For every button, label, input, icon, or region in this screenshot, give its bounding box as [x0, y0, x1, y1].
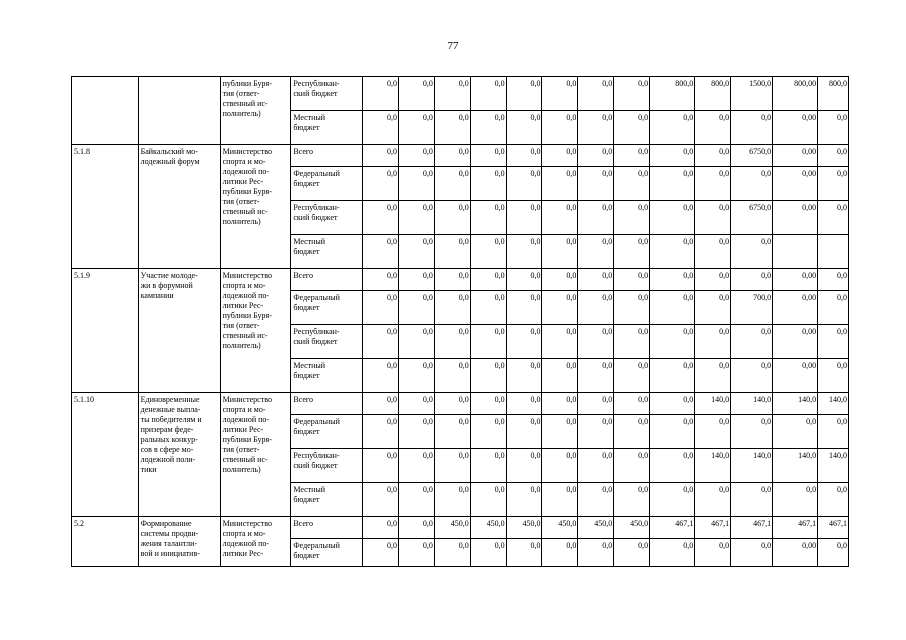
value-cell: 0,0 — [614, 201, 650, 235]
value-cell: 0,0 — [614, 415, 650, 449]
item-name: Формирование системы продви- жения талантли- вой и инициатив- — [138, 517, 220, 567]
value-cell: 0,0 — [470, 483, 506, 517]
value-cell: 0,0 — [363, 235, 399, 269]
value-cell — [773, 235, 818, 269]
value-cell: 0,0 — [506, 325, 542, 359]
value-cell: 0,0 — [731, 111, 773, 145]
value-cell: 800,0 — [695, 77, 731, 111]
value-cell: 0,0 — [650, 449, 695, 483]
value-cell: 0,0 — [398, 291, 434, 325]
value-cell: 0,0 — [506, 235, 542, 269]
value-cell: 0,0 — [470, 235, 506, 269]
value-cell: 0,0 — [578, 235, 614, 269]
value-cell: 0,0 — [470, 325, 506, 359]
value-cell: 0,0 — [506, 291, 542, 325]
value-cell: 0,0 — [434, 483, 470, 517]
value-cell: 0,0 — [398, 325, 434, 359]
value-cell: 800,0 — [818, 77, 849, 111]
value-cell: 140,0 — [731, 393, 773, 415]
value-cell: 0,0 — [695, 415, 731, 449]
value-cell: 0,0 — [434, 325, 470, 359]
table-row — [72, 269, 849, 291]
value-cell: 0,0 — [506, 77, 542, 111]
value-cell: 0,0 — [818, 201, 849, 235]
value-cell: 0,0 — [542, 449, 578, 483]
funding-source: Всего — [291, 145, 363, 167]
value-cell: 0,0 — [398, 167, 434, 201]
value-cell: 450,0 — [470, 517, 506, 539]
value-cell: 0,0 — [470, 415, 506, 449]
value-cell: 0,00 — [773, 539, 818, 567]
value-cell: 0,0 — [695, 269, 731, 291]
value-cell: 0,0 — [695, 111, 731, 145]
value-cell: 140,0 — [818, 393, 849, 415]
item-code: 5.2 — [72, 517, 139, 567]
value-cell: 467,1 — [650, 517, 695, 539]
value-cell: 0,0 — [614, 325, 650, 359]
value-cell: 0,0 — [614, 145, 650, 167]
item-name: Участие молоде- жи в форумной кампании — [138, 269, 220, 393]
value-cell: 0,0 — [650, 145, 695, 167]
value-cell: 0,0 — [434, 235, 470, 269]
value-cell: 0,0 — [363, 111, 399, 145]
value-cell: 0,0 — [398, 235, 434, 269]
value-cell: 0,0 — [398, 77, 434, 111]
value-cell: 0,0 — [398, 201, 434, 235]
value-cell: 450,0 — [578, 517, 614, 539]
funding-source: Республикан- ский бюджет — [291, 77, 363, 111]
value-cell: 0,0 — [578, 291, 614, 325]
value-cell: 0,0 — [614, 235, 650, 269]
funding-source: Всего — [291, 517, 363, 539]
value-cell: 0,0 — [695, 483, 731, 517]
value-cell — [818, 235, 849, 269]
value-cell: 0,0 — [578, 415, 614, 449]
value-cell: 140,0 — [818, 449, 849, 483]
value-cell: 0,0 — [363, 269, 399, 291]
responsible-executor: Министерство спорта и мо- лодежной по- литики Рес- публики Буря- тия (ответ- ственный ис- полнитель) — [220, 393, 291, 517]
value-cell: 0,0 — [363, 483, 399, 517]
value-cell: 0,0 — [614, 359, 650, 393]
value-cell: 0,0 — [818, 111, 849, 145]
value-cell: 0,0 — [818, 415, 849, 449]
value-cell: 0,0 — [363, 517, 399, 539]
funding-source: Федеральный бюджет — [291, 415, 363, 449]
value-cell: 0,0 — [470, 167, 506, 201]
value-cell: 0,0 — [650, 325, 695, 359]
value-cell: 0,0 — [434, 269, 470, 291]
value-cell: 0,0 — [614, 111, 650, 145]
value-cell: 0,0 — [470, 291, 506, 325]
value-cell: 0,00 — [773, 167, 818, 201]
value-cell: 0,0 — [363, 359, 399, 393]
value-cell: 0,0 — [434, 291, 470, 325]
value-cell: 0,0 — [363, 201, 399, 235]
value-cell: 0,0 — [650, 359, 695, 393]
value-cell: 0,0 — [398, 393, 434, 415]
item-code: 5.1.10 — [72, 393, 139, 517]
value-cell: 0,00 — [773, 201, 818, 235]
value-cell: 0,0 — [695, 235, 731, 269]
value-cell: 800,00 — [773, 77, 818, 111]
value-cell: 0,0 — [695, 325, 731, 359]
value-cell: 0,0 — [818, 145, 849, 167]
value-cell: 0,0 — [695, 145, 731, 167]
page-number: 77 — [447, 40, 459, 52]
value-cell: 0,0 — [542, 269, 578, 291]
value-cell: 0,0 — [542, 539, 578, 567]
value-cell: 0,0 — [398, 517, 434, 539]
value-cell: 0,0 — [818, 483, 849, 517]
value-cell: 0,0 — [398, 483, 434, 517]
funding-source: Республикан- ский бюджет — [291, 449, 363, 483]
responsible-executor: Министерство спорта и мо- лодежной по- литики Рес- публики Буря- тия (ответ- ственный ис- полнитель) — [220, 145, 291, 269]
value-cell: 0,00 — [773, 111, 818, 145]
value-cell: 0,0 — [731, 415, 773, 449]
value-cell: 0,00 — [773, 269, 818, 291]
responsible-executor: публики Буря- тия (ответ- ственный ис- полнитель) — [220, 77, 291, 145]
table-row — [72, 145, 849, 167]
value-cell: 0,0 — [542, 291, 578, 325]
value-cell: 0,0 — [398, 145, 434, 167]
value-cell: 0,0 — [434, 111, 470, 145]
value-cell: 0,0 — [695, 167, 731, 201]
value-cell: 800,0 — [650, 77, 695, 111]
value-cell: 0,0 — [542, 77, 578, 111]
value-cell: 0,0 — [506, 449, 542, 483]
value-cell: 140,0 — [695, 449, 731, 483]
value-cell: 0,0 — [434, 359, 470, 393]
value-cell: 0,0 — [542, 111, 578, 145]
value-cell: 0,0 — [650, 483, 695, 517]
value-cell: 0,0 — [434, 449, 470, 483]
value-cell: 0,0 — [542, 415, 578, 449]
value-cell: 0,0 — [542, 201, 578, 235]
value-cell: 0,00 — [773, 359, 818, 393]
table-row — [72, 393, 849, 415]
funding-source: Местный бюджет — [291, 111, 363, 145]
value-cell: 0,0 — [614, 449, 650, 483]
value-cell: 0,00 — [773, 145, 818, 167]
value-cell: 0,0 — [470, 393, 506, 415]
value-cell: 0,0 — [773, 415, 818, 449]
value-cell: 0,0 — [506, 539, 542, 567]
item-code: 5.1.8 — [72, 145, 139, 269]
value-cell: 0,0 — [434, 145, 470, 167]
funding-source: Всего — [291, 393, 363, 415]
value-cell: 0,0 — [506, 201, 542, 235]
value-cell: 0,0 — [695, 291, 731, 325]
value-cell: 0,0 — [650, 539, 695, 567]
value-cell: 0,0 — [542, 393, 578, 415]
value-cell: 0,0 — [470, 449, 506, 483]
value-cell: 467,1 — [818, 517, 849, 539]
value-cell: 0,0 — [731, 235, 773, 269]
value-cell: 0,0 — [542, 167, 578, 201]
value-cell: 0,0 — [434, 201, 470, 235]
funding-source: Федеральный бюджет — [291, 291, 363, 325]
value-cell: 0,0 — [731, 269, 773, 291]
value-cell: 0,0 — [818, 269, 849, 291]
value-cell: 0,0 — [650, 393, 695, 415]
value-cell: 6750,0 — [731, 201, 773, 235]
value-cell: 0,0 — [650, 235, 695, 269]
value-cell: 467,1 — [731, 517, 773, 539]
funding-source: Республикан- ский бюджет — [291, 325, 363, 359]
value-cell: 0,0 — [506, 269, 542, 291]
value-cell: 0,0 — [398, 111, 434, 145]
value-cell: 140,0 — [773, 449, 818, 483]
value-cell: 0,0 — [363, 393, 399, 415]
item-name: Байкальский мо- лодежный форум — [138, 145, 220, 269]
budget-table — [71, 76, 849, 567]
value-cell: 0,0 — [363, 167, 399, 201]
value-cell: 0,0 — [470, 77, 506, 111]
value-cell: 0,0 — [578, 325, 614, 359]
table-row — [72, 517, 849, 539]
value-cell: 0,0 — [731, 359, 773, 393]
value-cell: 467,1 — [695, 517, 731, 539]
value-cell: 450,0 — [542, 517, 578, 539]
value-cell: 0,0 — [363, 449, 399, 483]
value-cell: 0,00 — [773, 291, 818, 325]
value-cell: 0,0 — [542, 145, 578, 167]
value-cell: 1500,0 — [731, 77, 773, 111]
value-cell: 0,0 — [363, 415, 399, 449]
value-cell: 0,0 — [506, 393, 542, 415]
item-code: 5.1.9 — [72, 269, 139, 393]
value-cell: 0,0 — [470, 201, 506, 235]
funding-source: Федеральный бюджет — [291, 167, 363, 201]
value-cell: 0,0 — [363, 291, 399, 325]
value-cell: 0,0 — [614, 77, 650, 111]
funding-source: Местный бюджет — [291, 359, 363, 393]
value-cell: 0,0 — [650, 291, 695, 325]
value-cell: 0,0 — [542, 235, 578, 269]
value-cell: 0,0 — [731, 539, 773, 567]
value-cell: 0,0 — [470, 269, 506, 291]
value-cell: 0,0 — [818, 167, 849, 201]
value-cell: 0,0 — [773, 483, 818, 517]
value-cell: 0,0 — [578, 483, 614, 517]
value-cell: 6750,0 — [731, 145, 773, 167]
value-cell: 0,0 — [578, 539, 614, 567]
value-cell: 0,0 — [578, 449, 614, 483]
value-cell: 140,0 — [731, 449, 773, 483]
value-cell: 0,0 — [695, 359, 731, 393]
value-cell: 0,0 — [818, 291, 849, 325]
responsible-executor: Министерство спорта и мо- лодежной по- литики Рес- публики Буря- тия (ответ- ственный ис- полнитель) — [220, 269, 291, 393]
value-cell: 0,0 — [506, 167, 542, 201]
value-cell: 0,0 — [506, 415, 542, 449]
value-cell: 0,0 — [818, 539, 849, 567]
value-cell: 0,0 — [542, 359, 578, 393]
value-cell: 0,0 — [695, 539, 731, 567]
value-cell: 0,0 — [506, 145, 542, 167]
item-name: Единовременные денежные выпла- ты победителям и призерам феде- ральных конкур- сов в сфере мо- лодежной поли- тики — [138, 393, 220, 517]
value-cell: 0,0 — [614, 291, 650, 325]
value-cell: 0,0 — [818, 325, 849, 359]
value-cell: 0,0 — [542, 483, 578, 517]
value-cell: 0,0 — [470, 539, 506, 567]
value-cell: 0,0 — [398, 449, 434, 483]
value-cell: 0,0 — [578, 393, 614, 415]
value-cell: 0,0 — [578, 167, 614, 201]
value-cell: 0,0 — [731, 325, 773, 359]
value-cell: 0,0 — [398, 539, 434, 567]
value-cell: 0,0 — [470, 145, 506, 167]
funding-source: Всего — [291, 269, 363, 291]
value-cell: 0,0 — [614, 539, 650, 567]
value-cell: 0,0 — [578, 201, 614, 235]
value-cell: 140,0 — [695, 393, 731, 415]
value-cell: 0,0 — [363, 77, 399, 111]
value-cell: 0,0 — [578, 359, 614, 393]
value-cell: 0,0 — [506, 111, 542, 145]
value-cell: 0,0 — [434, 167, 470, 201]
item-name — [138, 77, 220, 145]
value-cell: 0,0 — [731, 167, 773, 201]
value-cell: 0,0 — [650, 201, 695, 235]
value-cell: 0,0 — [650, 415, 695, 449]
value-cell: 0,0 — [363, 325, 399, 359]
value-cell: 0,0 — [650, 167, 695, 201]
value-cell: 0,0 — [434, 415, 470, 449]
value-cell: 0,0 — [434, 393, 470, 415]
value-cell: 0,0 — [434, 77, 470, 111]
value-cell: 0,0 — [506, 483, 542, 517]
value-cell: 0,00 — [773, 325, 818, 359]
value-cell: 0,0 — [578, 111, 614, 145]
value-cell: 0,0 — [578, 145, 614, 167]
value-cell: 450,0 — [614, 517, 650, 539]
value-cell: 0,0 — [578, 269, 614, 291]
value-cell: 0,0 — [614, 269, 650, 291]
value-cell: 0,0 — [650, 269, 695, 291]
table-row — [72, 77, 849, 111]
value-cell: 0,0 — [578, 77, 614, 111]
value-cell: 0,0 — [363, 145, 399, 167]
value-cell: 0,0 — [506, 359, 542, 393]
value-cell: 467,1 — [773, 517, 818, 539]
value-cell: 450,0 — [434, 517, 470, 539]
value-cell: 0,0 — [398, 415, 434, 449]
value-cell: 0,0 — [695, 201, 731, 235]
value-cell: 0,0 — [398, 359, 434, 393]
item-code — [72, 77, 139, 145]
value-cell: 0,0 — [470, 111, 506, 145]
value-cell: 0,0 — [650, 111, 695, 145]
value-cell: 140,0 — [773, 393, 818, 415]
value-cell: 0,0 — [731, 483, 773, 517]
value-cell: 0,0 — [614, 483, 650, 517]
funding-source: Местный бюджет — [291, 235, 363, 269]
funding-source: Федеральный бюджет — [291, 539, 363, 567]
value-cell: 0,0 — [470, 359, 506, 393]
value-cell: 700,0 — [731, 291, 773, 325]
funding-source: Местный бюджет — [291, 483, 363, 517]
funding-source: Республикан- ский бюджет — [291, 201, 363, 235]
value-cell: 0,0 — [363, 539, 399, 567]
value-cell: 0,0 — [542, 325, 578, 359]
value-cell: 0,0 — [398, 269, 434, 291]
value-cell: 0,0 — [434, 539, 470, 567]
value-cell: 0,0 — [614, 393, 650, 415]
value-cell: 450,0 — [506, 517, 542, 539]
responsible-executor: Министерство спорта и мо- лодежной по- литики Рес- — [220, 517, 291, 567]
value-cell: 0,0 — [614, 167, 650, 201]
value-cell: 0,0 — [818, 359, 849, 393]
